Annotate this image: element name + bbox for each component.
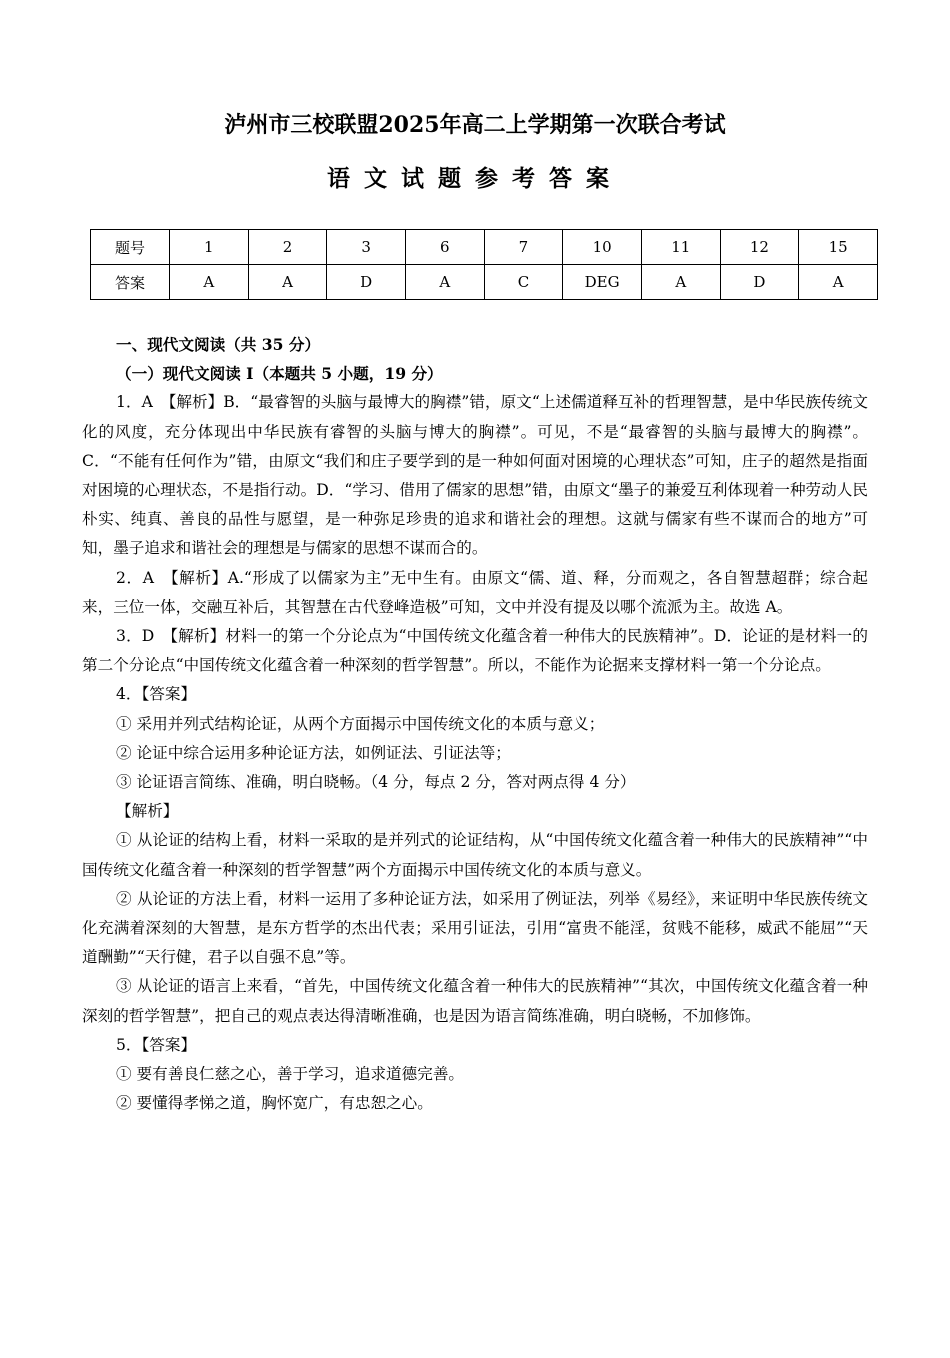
question-number: 11 — [641, 230, 720, 265]
section-heading: 一、现代文阅读（共 35 分） — [116, 335, 321, 354]
question-5-label: 5．【答案】 — [116, 1035, 197, 1054]
row-label-number: 题号 — [91, 230, 170, 265]
question-number: 3 — [327, 230, 406, 265]
answer-cell: A — [170, 265, 249, 300]
question-4-analysis-1: ① 从论证的结构上看，材料一采取的是并列式的论证结构，从“中国传统文化蕴含着一种伟大的民族精神”“中国传统文化蕴含着一种深刻的哲学智慧”两个方面揭示中国传统文化的本质与意义。 — [82, 831, 868, 879]
answer-cell: D — [327, 265, 406, 300]
answer-cell: A — [405, 265, 484, 300]
answer-cell: A — [799, 265, 878, 300]
answer-body — [82, 330, 868, 1118]
question-number: 7 — [484, 230, 563, 265]
question-2-explanation: 2．A 【解析】A.“形成了以儒家为主”无中生有。由原文“儒、道、释，分而观之，各自智慧超群；综合起来，三位一体，交融互补后，其智慧在古代登峰造极”可知，文中并没有提及以哪个流派为主。故选 A。 — [82, 568, 868, 616]
question-4-answer-2: ② 论证中综合运用多种论证方法，如例证法、引证法等； — [116, 743, 511, 762]
question-4-analysis-label: 【解析】 — [116, 802, 179, 821]
question-1-explanation: 1．A 【解析】B．“最睿智的头脑与最博大的胸襟”错，原文“上述儒道释互补的哲理智慧，是中华民族传统文化的风度，充分体现出中华民族有睿智的头脑与博大的胸襟”。可见，不是“最睿智的头脑与最博大的胸襟”。C．“不能有任何作为”错，由原文“我们和庄子要学到的是一种如何面对困境的心理状态”可知，庄子的超然是指面对困境的心理状态，不是指行动。D．“学习、借用了儒家的思想”错，由原文“墨子的兼爱互利体现着一种劳动人民朴实、纯真、善良的品性与愿望，是一种弥足珍贵的追求和谐社会的理想。这就与儒家有些不谋而合的地方”可知，墨子追求和谐社会的理想是与儒家的思想不谋而合的。 — [82, 393, 868, 558]
answer-cell: D — [720, 265, 799, 300]
table-row-answers — [91, 265, 878, 300]
answer-cell: A — [248, 265, 327, 300]
answer-cell: A — [641, 265, 720, 300]
document-title: 泸州市三校联盟2025年高二上学期第一次联合考试 — [224, 112, 726, 138]
question-4-answer-3: ③ 论证语言简练、准确，明白晓畅。（4 分，每点 2 分，答对两点得 4 分） — [116, 773, 636, 792]
question-4-analysis-2: ② 从论证的方法上看，材料一运用了多种论证方法，如采用了例证法，列举《易经》，来证明中华民族传统文化充满着深刻的大智慧，是东方哲学的杰出代表；采用引证法，引用“富贵不能淫，贫贱不能移，威武不能屈”“天道酬勤”“天行健，君子以自强不息”等。 — [82, 889, 868, 967]
row-label-answer: 答案 — [91, 265, 170, 300]
question-4-answer-1: ① 采用并列式结构论证，从两个方面揭示中国传统文化的本质与意义； — [116, 714, 605, 733]
question-number: 2 — [248, 230, 327, 265]
question-3-explanation: 3．D 【解析】材料一的第一个分论点为“中国传统文化蕴含着一种伟大的民族精神”。D．论证的是材料一的第二个分论点“中国传统文化蕴含着一种深刻的哲学智慧”。所以，不能作为论据来支撑材料一第一个分论点。 — [82, 627, 868, 675]
question-number: 6 — [405, 230, 484, 265]
question-number: 1 — [170, 230, 249, 265]
question-number: 10 — [563, 230, 642, 265]
table-row-numbers — [91, 230, 878, 265]
answer-table — [90, 229, 878, 300]
question-4-label: 4．【答案】 — [116, 685, 197, 704]
document-subtitle: 语文试题参考答案 — [327, 165, 623, 192]
question-number: 15 — [799, 230, 878, 265]
answer-cell: C — [484, 265, 563, 300]
subsection-heading: （一）现代文阅读 I（本题共 5 小题，19 分） — [116, 364, 443, 384]
question-4-analysis-3: ③ 从论证的语言上来看，“首先，中国传统文化蕴含着一种伟大的民族精神”“其次，中国传统文化蕴含着一种深刻的哲学智慧”，把自己的观点表达得清晰准确，也是因为语言简练准确，明白晓畅，不加修饰。 — [82, 977, 868, 1025]
question-5-answer-1: ① 要有善良仁慈之心，善于学习，追求道德完善。 — [116, 1065, 465, 1084]
answer-cell: DEG — [563, 265, 642, 300]
question-5-answer-2: ② 要懂得孝悌之道，胸怀宽广，有忠恕之心。 — [116, 1094, 433, 1113]
question-number: 12 — [720, 230, 799, 265]
